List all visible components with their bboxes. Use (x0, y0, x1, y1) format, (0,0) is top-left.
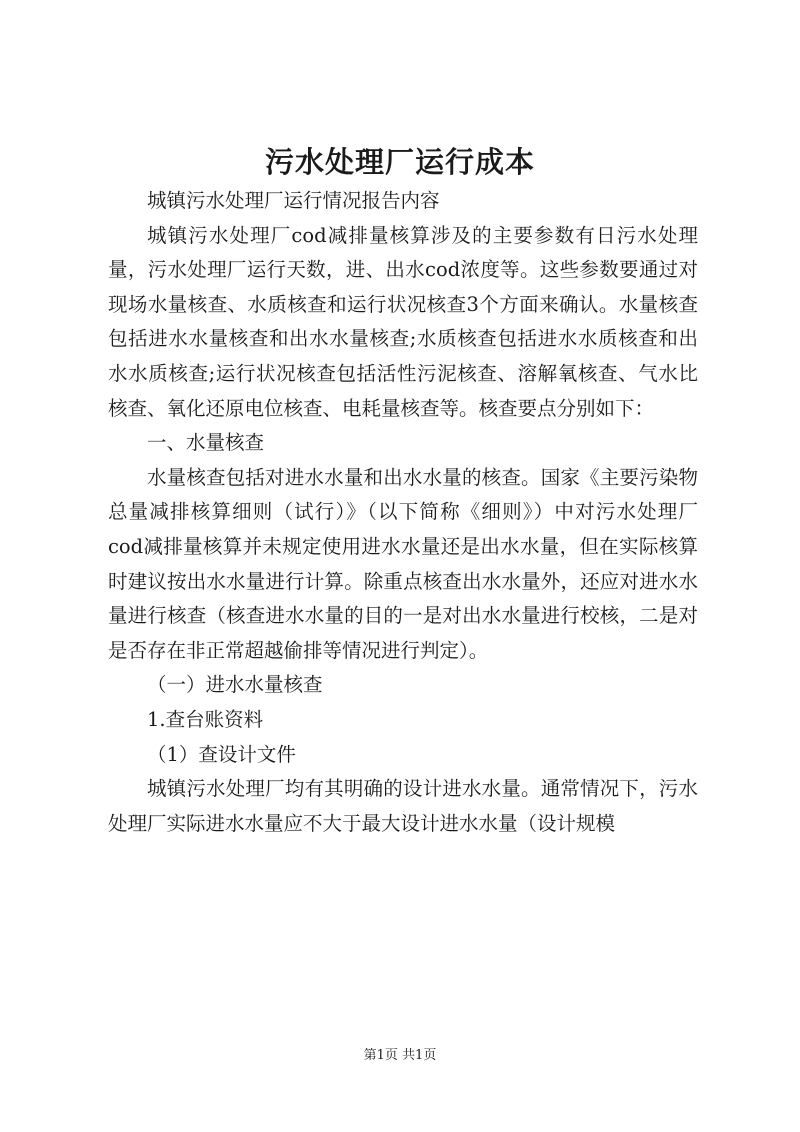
section-heading-water-volume: 一、水量核查 (147, 431, 265, 455)
item-heading-ledger: 1.查台账资料 (147, 707, 264, 731)
document-body (108, 184, 698, 841)
paragraph-report-heading: 城镇污水处理厂运行情况报告内容 (147, 189, 440, 212)
item-heading-design-docs: （1）查设计文件 (147, 742, 296, 766)
paragraph-water-volume: 水量核查包括对进水水量和出水水量的核查。国家《主要污染物总量减排核算细则（试行）》（以下简称《细则》）中对污水处理厂cod减排量核算并未规定使用进水水量还是出水水量，但在实际核算时建议按出水水量进行计算。除重点核查出水水量外，还应对进水水量进行核查（核查进水水量的目的一是对出水水量进行校核，二是对是否存在非正常超越偷排等情况进行判定）。 (108, 465, 698, 662)
page-footer: 第1页 共1页 (363, 1048, 437, 1063)
document-title: 污水处理厂运行成本 (264, 145, 535, 179)
paragraph-intro: 城镇污水处理厂cod减排量核算涉及的主要参数有日污水处理量，污水处理厂运行天数，进、出水cod浓度等。这些参数要通过对现场水量核查、水质核查和运行状况核查3个方面来确认。水量核查包括进水水量核查和出水水量核查;水质核查包括进水水质核查和出水水质核查;运行状况核查包括活性污泥核查、溶解氧核查、气水比核查、氧化还原电位核查、电耗量核查等。核查要点分别如下： (108, 223, 698, 420)
paragraph-design-inflow: 城镇污水处理厂均有其明确的设计进水水量。通常情况下，污水处理厂实际进水水量应不大于最大设计进水水量（设计规模 (108, 777, 698, 835)
subsection-heading-inflow: （一）进水水量核查 (147, 673, 323, 697)
